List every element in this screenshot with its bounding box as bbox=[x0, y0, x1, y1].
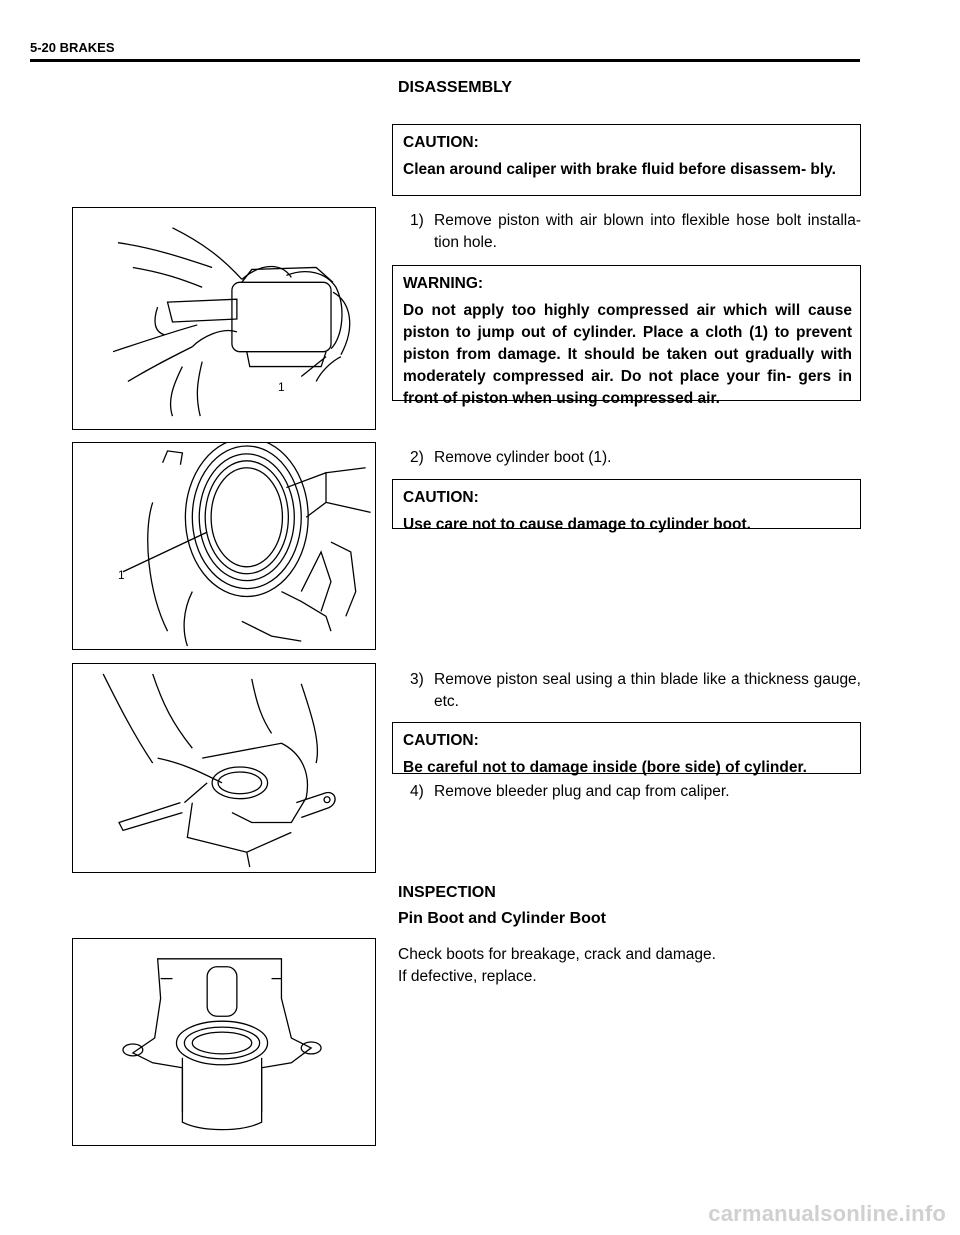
figure-piston-removal bbox=[72, 207, 376, 430]
step-3 bbox=[410, 669, 861, 713]
caution-text: Use care not to cause damage to cylinder boot. bbox=[403, 516, 751, 533]
step-1 bbox=[410, 210, 861, 254]
figure-caliper-boots bbox=[72, 938, 376, 1146]
figure-cylinder-boot bbox=[72, 442, 376, 650]
inspection-title: INSPECTION bbox=[398, 884, 496, 901]
watermark: carmanualsonline.info bbox=[708, 1201, 946, 1226]
caution-label: CAUTION: bbox=[403, 489, 479, 506]
caution-text: Be careful not to damage inside (bore side) of cylinder. bbox=[403, 759, 807, 776]
caution-label: CAUTION: bbox=[403, 732, 479, 749]
step-text: Remove bleeder plug and cap from caliper. bbox=[434, 783, 730, 800]
disassembly-title: DISASSEMBLY bbox=[398, 79, 513, 96]
caution-box-2 bbox=[392, 479, 861, 533]
step-2 bbox=[410, 447, 861, 469]
step-text: Remove piston with air blown into flexible hose bolt installa- tion hole. bbox=[434, 212, 861, 251]
caution-box-1 bbox=[392, 124, 861, 196]
page-header: 5-20 BRAKES bbox=[30, 40, 115, 55]
figure-2-callout: 1 bbox=[118, 568, 125, 582]
caution-box-3 bbox=[392, 722, 861, 774]
header-rule bbox=[30, 59, 860, 62]
step-number: 3) bbox=[410, 671, 424, 688]
inspection-line-1: Check boots for breakage, crack and damage. bbox=[398, 946, 716, 963]
step-number: 1) bbox=[410, 212, 424, 229]
step-4 bbox=[410, 781, 861, 803]
caution-text: Clean around caliper with brake fluid before disassem- bly. bbox=[403, 161, 836, 178]
inspection-subtitle: Pin Boot and Cylinder Boot bbox=[398, 910, 606, 927]
step-text: Remove piston seal using a thin blade like a thickness gauge, etc. bbox=[434, 671, 861, 710]
step-number: 4) bbox=[410, 783, 424, 800]
inspection-line-2: If defective, replace. bbox=[398, 968, 537, 985]
warning-text: Do not apply too highly compressed air which will cause piston to jump out of cylinder. Place a cloth (1) to prevent piston from damage. It should be taken out gradually with moderately compressed air. Do not place your fin- gers in front of piston when using compressed air. bbox=[403, 302, 852, 407]
figure-piston-seal bbox=[72, 663, 376, 873]
warning-box bbox=[392, 265, 861, 407]
figure-1-callout: 1 bbox=[278, 380, 285, 394]
caution-label: CAUTION: bbox=[403, 134, 479, 151]
step-number: 2) bbox=[410, 449, 424, 466]
step-text: Remove cylinder boot (1). bbox=[434, 449, 612, 466]
warning-label: WARNING: bbox=[403, 275, 484, 292]
